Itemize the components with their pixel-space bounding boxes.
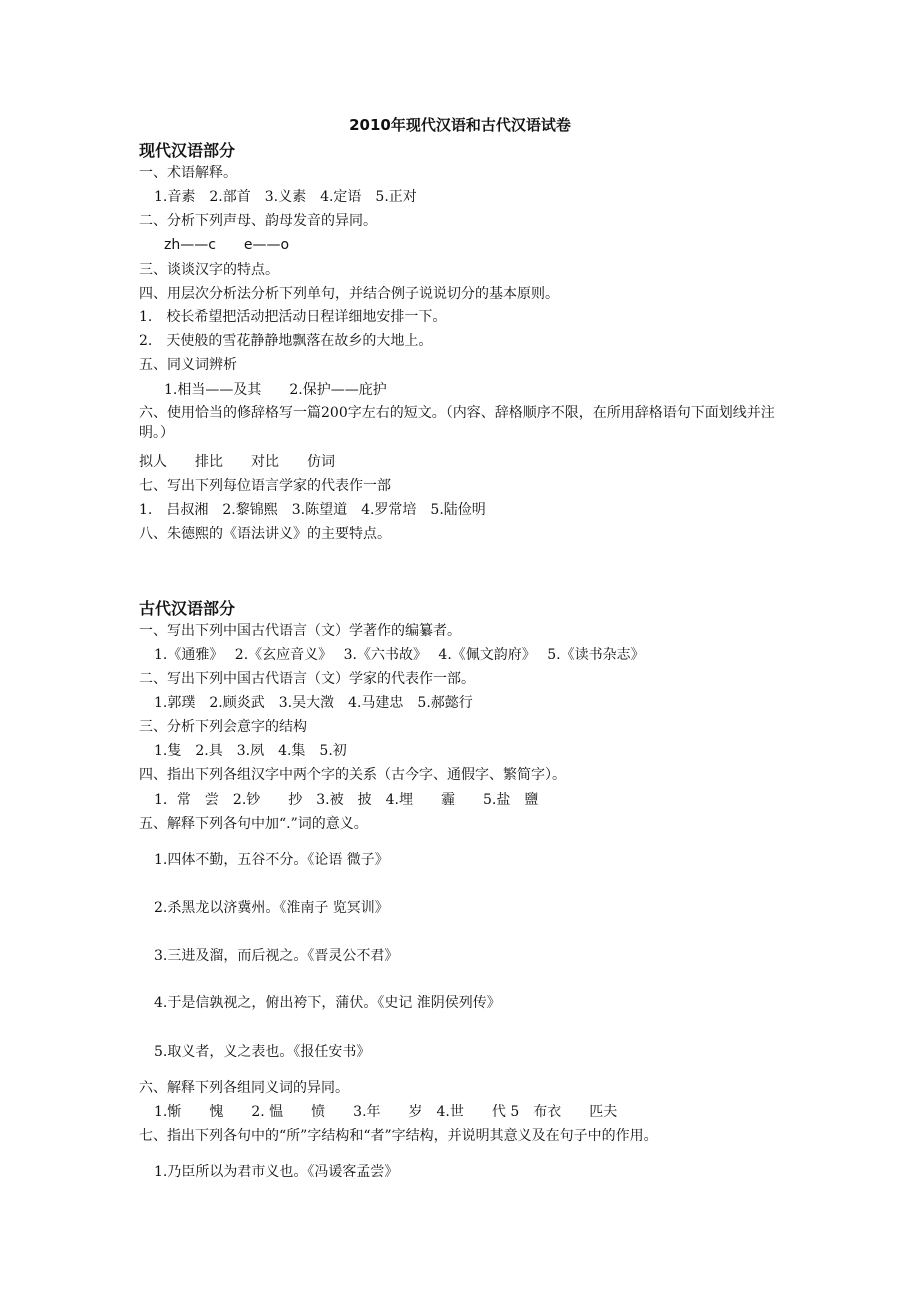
question-line: 1.惭 愧 2. 愠 愤 3.年 岁 4.世 代 5 布衣 匹夫 — [154, 1104, 618, 1120]
question-line: 2. 天使般的雪花静静地飘落在故乡的大地上。 — [139, 333, 433, 349]
question-line: 1.《通雅》 2.《玄应音义》 3.《六书故》 4.《佩文韵府》 5.《读书杂志》 — [154, 647, 645, 663]
question-line: 四、指出下列各组汉字中两个字的关系（古今字、通假字、繁简字）。 — [139, 767, 566, 783]
question-line: 1. 校长希望把活动把活动日程详细地安排一下。 — [139, 309, 447, 325]
question-line: 三、谈谈汉字的特点。 — [139, 262, 279, 278]
question-line: 五、同义词辨析 — [139, 357, 237, 373]
question-line: 1.郭璞 2.顾炎武 3.吴大澂 4.马建忠 5.郝懿行 — [154, 695, 473, 711]
question-line: 1. 吕叔湘 2.黎锦熙 3.陈望道 4.罗常培 5.陆俭明 — [139, 502, 486, 518]
question-line: 七、写出下列每位语言学家的代表作一部 — [139, 478, 391, 494]
question-line: 1.四体不勤，五谷不分。《论语 微子》 — [154, 852, 389, 868]
question-line: 4.于是信孰视之，俯出袴下，蒲伏。《史记 淮阴侯列传》 — [154, 995, 501, 1011]
question-line: 一、术语解释。 — [139, 165, 237, 181]
question-line: 1．常 尝 2.钞 抄 3.被 披 4.埋 霾 5.盐 鹽 — [154, 792, 539, 808]
question-line: 2.杀黑龙以济冀州。《淮南子 览冥训》 — [154, 900, 389, 916]
question-line: 六、解释下列各组同义词的异同。 — [139, 1080, 349, 1096]
question-line: 拟人 排比 对比 仿词 — [139, 454, 335, 470]
question-line: 3.三进及溜，而后视之。《晋灵公不君》 — [154, 948, 399, 964]
question-line: 四、用层次分析法分析下列单句，并结合例子说说切分的基本原则。 — [139, 286, 559, 302]
question-line: 5.取义者，义之表也。《报任安书》 — [154, 1044, 371, 1060]
question-line: 五、解释下列各句中加“.”词的意义。 — [139, 816, 368, 832]
question-line: 1.音素 2.部首 3.义素 4.定语 5.正对 — [154, 189, 417, 205]
question-line: 六、使用恰当的修辞格写一篇200字左右的短文。（内容、辞格顺序不限，在所用辞格语句下面划线并注明。） — [139, 405, 775, 441]
section-heading-ancient: 古代汉语部分 — [139, 599, 236, 618]
question-line: 1.乃臣所以为君市义也。《冯谖客孟尝》 — [154, 1164, 399, 1180]
exam-title: 2010年现代汉语和古代汉语试卷 — [349, 116, 571, 134]
question-line: 二、写出下列中国古代语言（文）学家的代表作一部。 — [139, 671, 475, 687]
section-heading-modern: 现代汉语部分 — [139, 141, 236, 160]
question-line: 1.隻 2.具 3.夙 4.集 5.初 — [154, 743, 347, 759]
question-line: 一、写出下列中国古代语言（文）学著作的编纂者。 — [139, 623, 461, 639]
question-line: 二、分析下列声母、韵母发音的异同。 — [139, 213, 377, 229]
question-line: 1.相当——及其 2.保护——庇护 — [164, 382, 387, 398]
question-line: 八、朱德熙的《语法讲义》的主要特点。 — [139, 526, 391, 542]
question-line: 七、指出下列各句中的“所”字结构和“者”字结构，并说明其意义及在句子中的作用。 — [139, 1128, 658, 1144]
question-line: zh——c e——o — [164, 237, 290, 253]
question-line: 三、分析下列会意字的结构 — [139, 719, 307, 735]
